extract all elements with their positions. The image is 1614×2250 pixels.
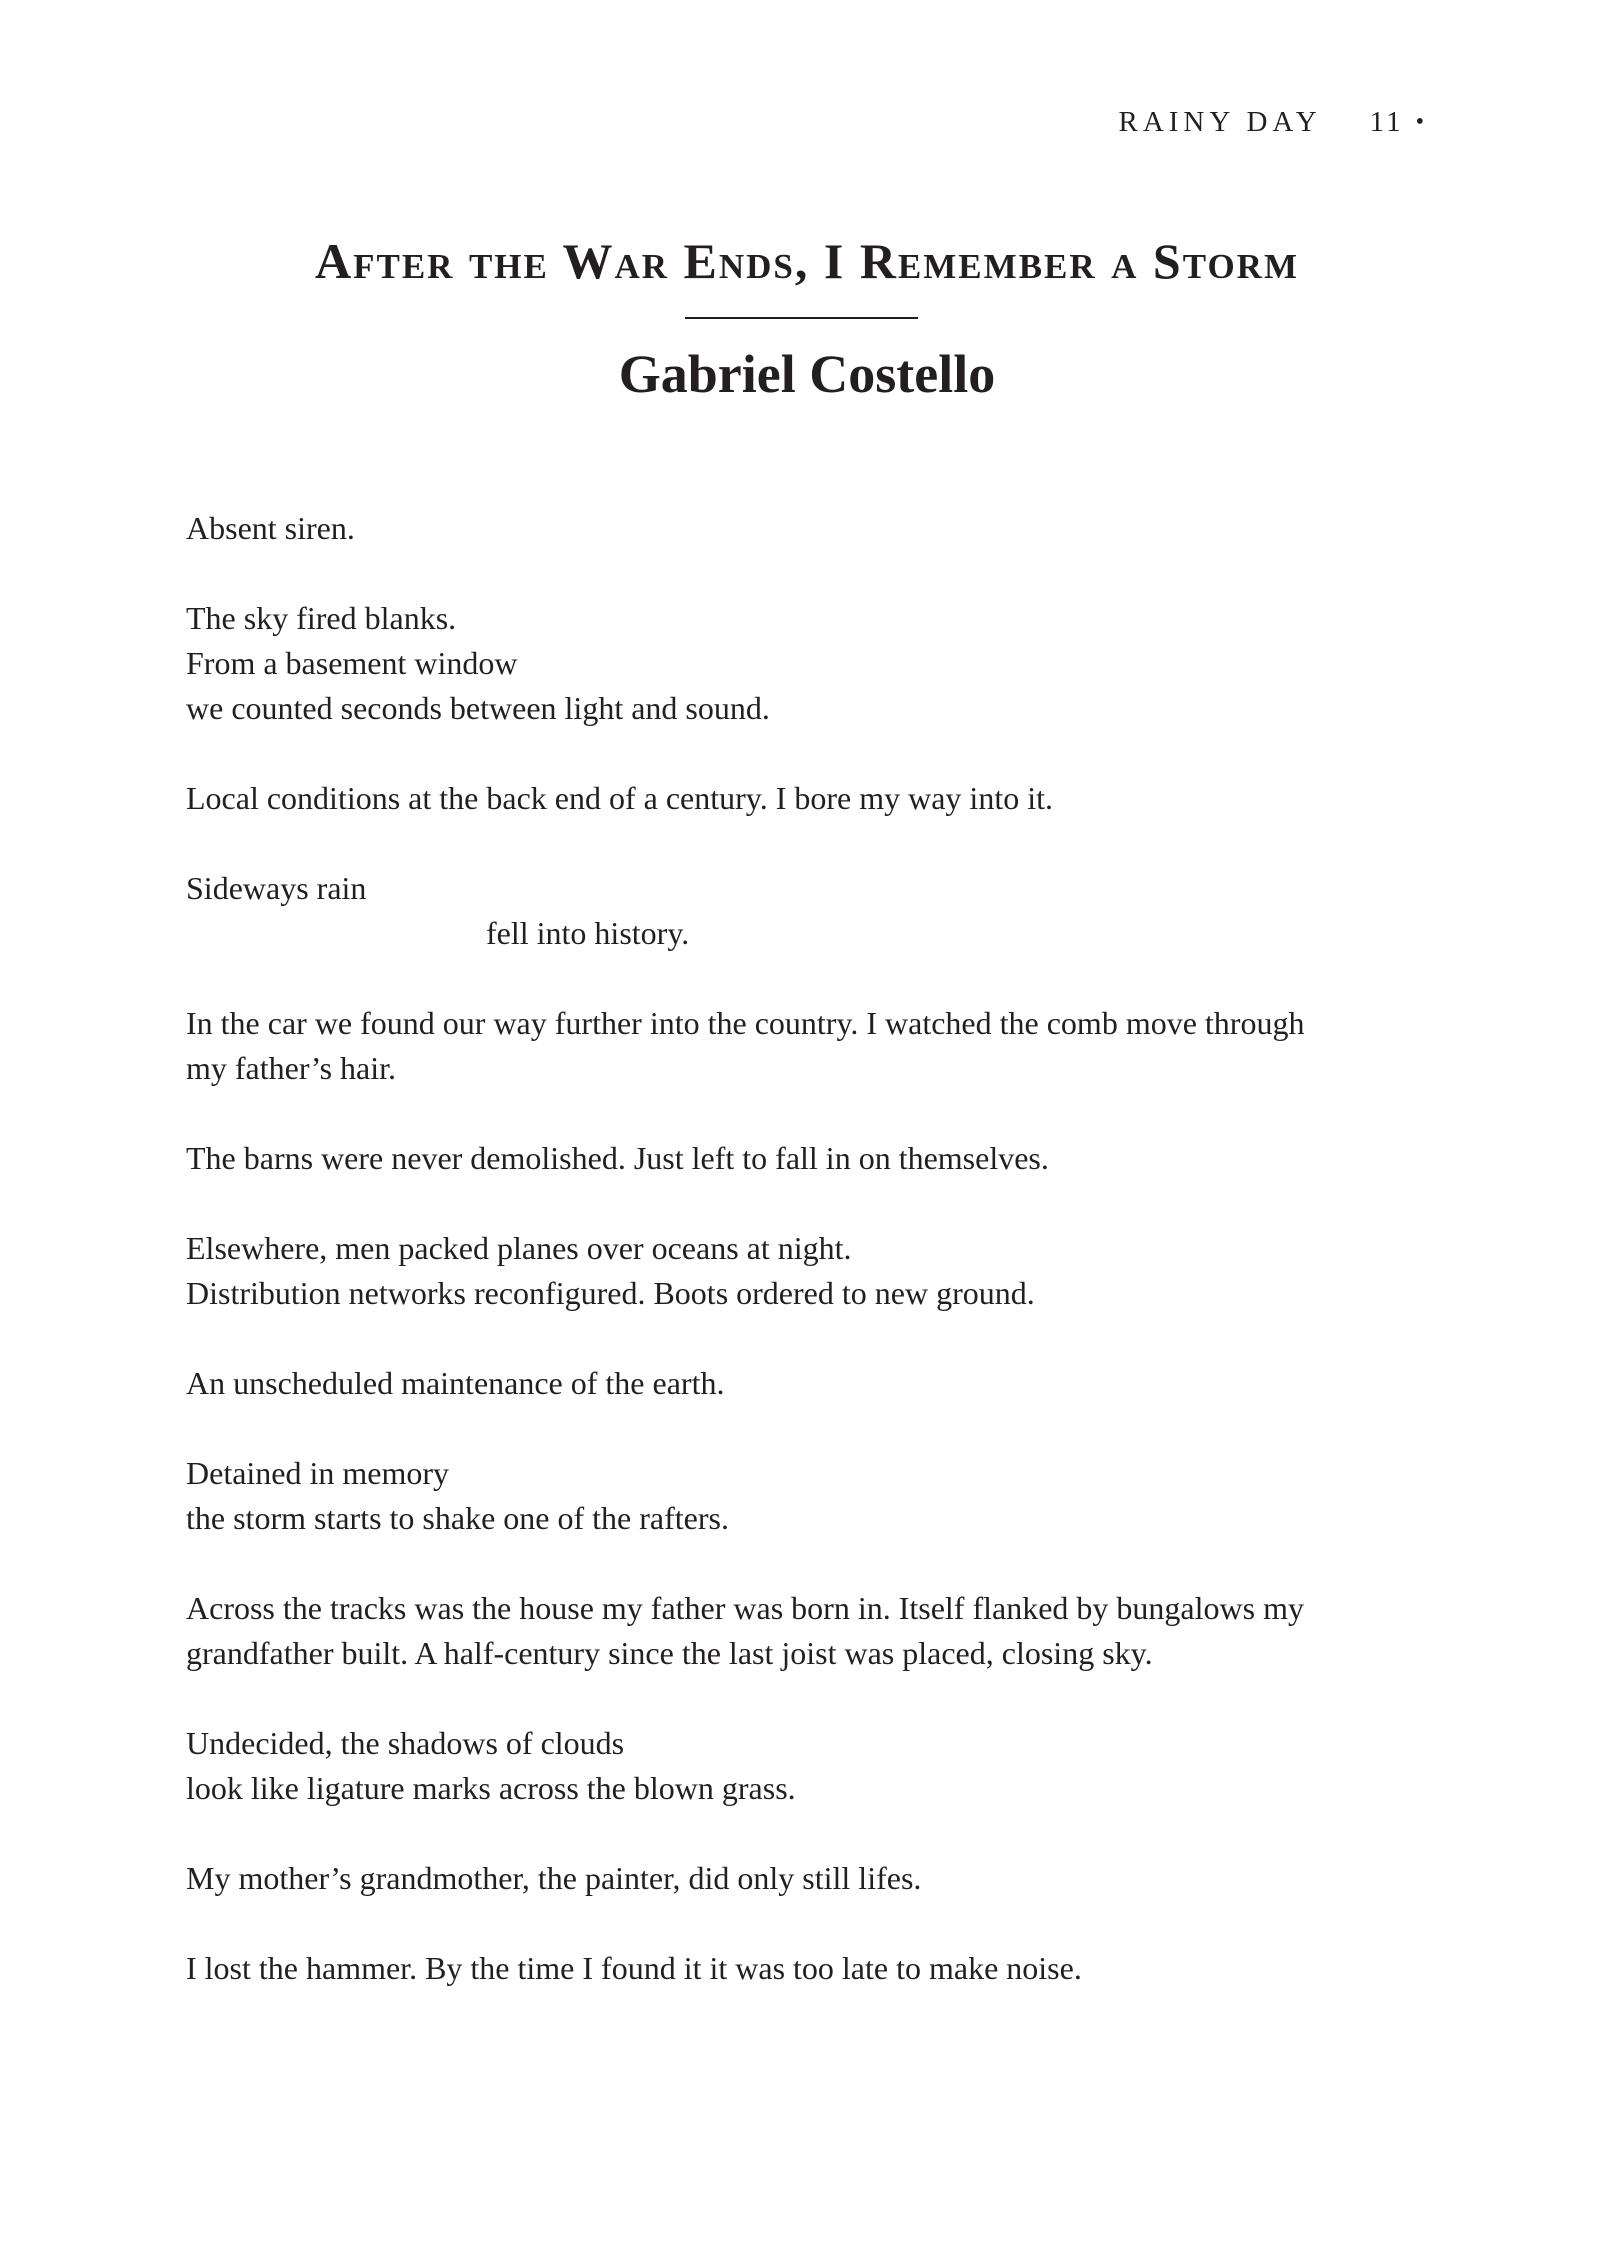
stanza (186, 1586, 1446, 1676)
stanza (186, 1721, 1446, 1811)
poem-line: Local conditions at the back end of a century. I bore my way into it. (186, 780, 1053, 816)
stanza (186, 1226, 1446, 1316)
poem-line: look like ligature marks across the blown grass. (186, 1770, 796, 1806)
poem-line: Across the tracks was the house my father was born in. Itself flanked by bungalows my (186, 1590, 1304, 1626)
poem-line: Sideways rain (186, 870, 367, 906)
stanza (186, 1361, 1446, 1406)
poem-line: grandfather built. A half-century since the last joist was placed, closing sky. (186, 1635, 1153, 1671)
poem-line: my father’s hair. (186, 1050, 397, 1086)
stanza (186, 1136, 1446, 1181)
title-divider (685, 317, 918, 319)
author-name: Gabriel Costello (618, 344, 996, 404)
poem-line: Distribution networks reconfigured. Boots ordered to new ground. (186, 1275, 1035, 1311)
stanza (186, 1946, 1446, 1991)
poem-line: Undecided, the shadows of clouds (186, 1725, 625, 1761)
stanza (186, 1001, 1446, 1091)
poem-line: In the car we found our way further into the country. I watched the comb move through (186, 1005, 1305, 1041)
poem-line: Detained in memory (186, 1455, 450, 1491)
stanza (186, 1856, 1446, 1901)
poem-line: we counted seconds between light and sound. (186, 690, 770, 726)
bullet-icon: • (1415, 109, 1424, 135)
poem-line-indented: fell into history. (486, 915, 690, 951)
poem-line: I lost the hammer. By the time I found it it was too late to make noise. (186, 1950, 1082, 1986)
stanza (186, 1451, 1446, 1541)
poem-line: The barns were never demolished. Just left to fall in on themselves. (186, 1140, 1049, 1176)
stanza (186, 776, 1446, 821)
poem-title: After the War Ends, I Remember a Storm (314, 233, 1299, 289)
poem-body (186, 506, 1446, 2036)
section-title: RAINY DAY (1118, 106, 1322, 138)
stanza (186, 506, 1446, 551)
poem-line: Absent siren. (186, 510, 355, 546)
poem-line: the storm starts to shake one of the rafters. (186, 1500, 729, 1536)
running-header (1118, 106, 1424, 139)
poem-line: The sky fired blanks. (186, 600, 457, 636)
poem-line: My mother’s grandmother, the painter, did only still lifes. (186, 1860, 922, 1896)
poem-line: From a basement window (186, 645, 518, 681)
stanza (186, 596, 1446, 731)
page-number: 11 (1369, 106, 1404, 138)
poem-line: Elsewhere, men packed planes over oceans at night. (186, 1230, 852, 1266)
poem-line: An unscheduled maintenance of the earth. (186, 1365, 725, 1401)
stanza (186, 866, 1446, 956)
